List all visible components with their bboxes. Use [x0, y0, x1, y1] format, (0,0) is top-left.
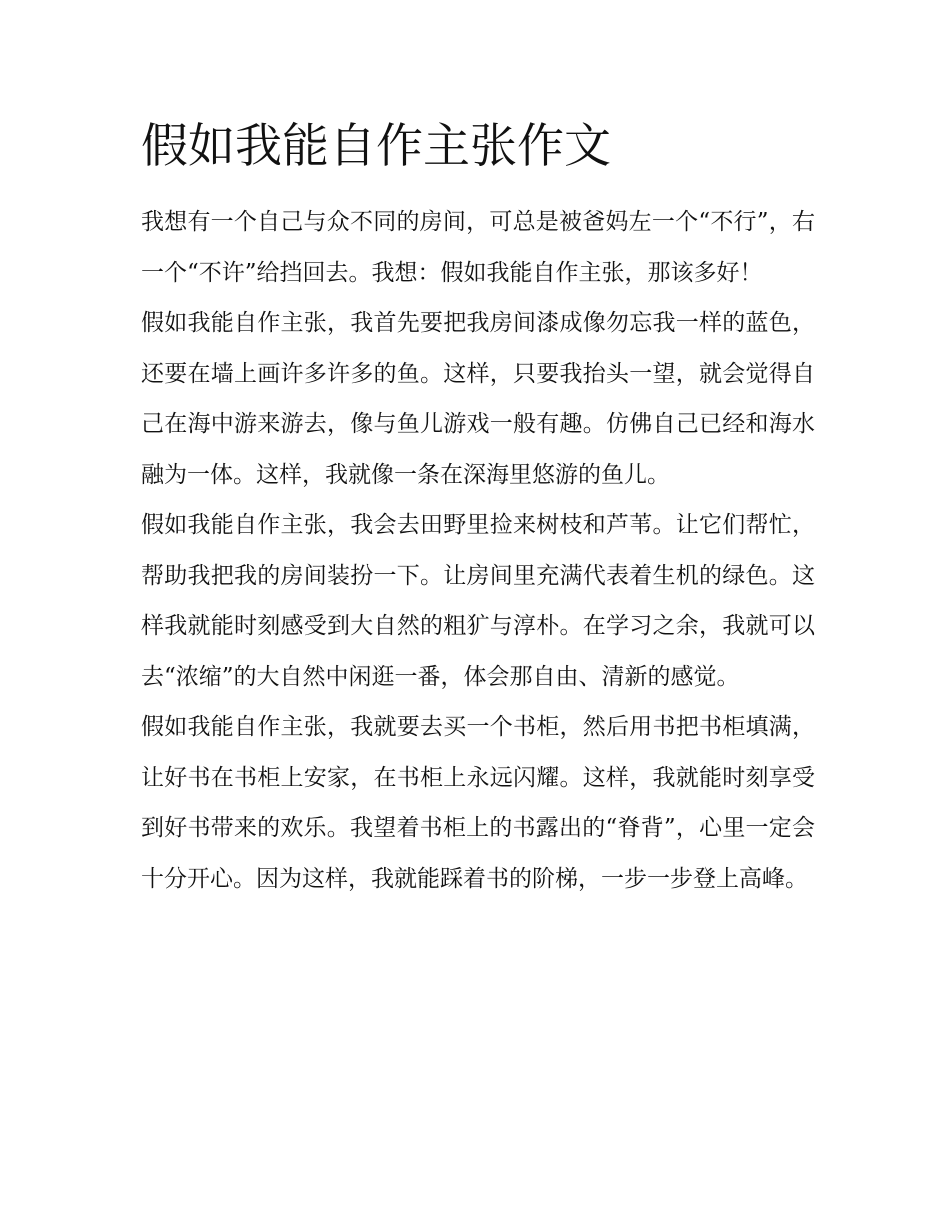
paragraph-3: 假如我能自作主张，我会去田野里捡来树枝和芦苇。让它们帮忙，帮助我把我的房间装扮一下。让房间里充满代表着生机的绿色。这样我就能时刻感受到大自然的粗犷与淳朴。在学习之余，我就可以去“浓缩”的大自然中闲逛一番，体会那自由、清新的感觉。 [141, 512, 815, 690]
document-title: 假如我能自作主张作文 [141, 119, 611, 174]
paragraph-1: 我想有一个自己与众不同的房间，可总是被爸妈左一个“不行”，右一个“不许”给挡回去。我想：假如我能自作主张，那该多好！ [141, 209, 815, 286]
document-body [141, 197, 815, 904]
paragraph-4: 假如我能自作主张，我就要去买一个书柜，然后用书把书柜填满，让好书在书柜上安家，在书柜上永远闪耀。这样，我就能时刻享受到好书带来的欢乐。我望着书柜上的书露出的“脊背”，心里一定会十分开心。因为这样，我就能踩着书的阶梯，一步一步登上高峰。 [141, 714, 815, 892]
paragraph-2: 假如我能自作主张，我首先要把我房间漆成像勿忘我一样的蓝色，还要在墙上画许多许多的鱼。这样，只要我抬头一望，就会觉得自己在海中游来游去，像与鱼儿游戏一般有趣。仿佛自己已经和海水融为一体。这样，我就像一条在深海里悠游的鱼儿。 [141, 310, 815, 488]
